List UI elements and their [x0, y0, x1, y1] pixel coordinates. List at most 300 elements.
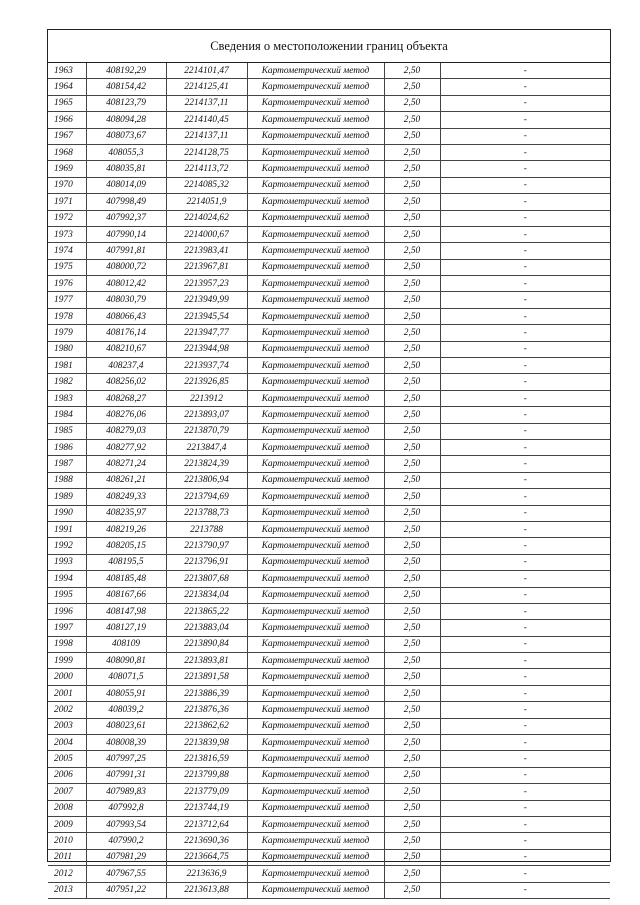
table-row — [48, 79, 610, 95]
method-cell: Картометрический метод — [247, 538, 384, 554]
y-coordinate-cell: 2213947,77 — [166, 325, 247, 341]
table-row — [48, 161, 610, 177]
point-number-cell: 1985 — [48, 423, 86, 439]
y-coordinate-cell: 2213893,81 — [166, 653, 247, 669]
method-cell: Картометрический метод — [247, 407, 384, 423]
point-number-cell: 1994 — [48, 571, 86, 587]
x-coordinate-cell: 408176,14 — [86, 325, 166, 341]
y-coordinate-cell: 2213865,22 — [166, 603, 247, 619]
y-coordinate-cell: 2213876,36 — [166, 702, 247, 718]
table-row — [48, 374, 610, 390]
point-number-cell: 2001 — [48, 685, 86, 701]
table-row — [48, 620, 610, 636]
y-coordinate-cell: 2213790,97 — [166, 538, 247, 554]
y-coordinate-cell: 2213893,07 — [166, 407, 247, 423]
accuracy-cell: 2,50 — [384, 194, 440, 210]
point-number-cell: 1981 — [48, 358, 86, 374]
y-coordinate-cell: 2213912 — [166, 390, 247, 406]
description-cell: - — [440, 341, 610, 357]
point-number-cell: 1988 — [48, 472, 86, 488]
method-cell: Картометрический метод — [247, 620, 384, 636]
description-cell: - — [440, 472, 610, 488]
accuracy-cell: 2,50 — [384, 816, 440, 832]
x-coordinate-cell: 408147,98 — [86, 603, 166, 619]
point-number-cell: 2005 — [48, 751, 86, 767]
point-number-cell: 1967 — [48, 128, 86, 144]
description-cell: - — [440, 751, 610, 767]
description-cell: - — [440, 243, 610, 259]
table-row — [48, 800, 610, 816]
y-coordinate-cell: 2213891,58 — [166, 669, 247, 685]
method-cell: Картометрический метод — [247, 472, 384, 488]
x-coordinate-cell: 408055,3 — [86, 144, 166, 160]
table-row — [48, 702, 610, 718]
x-coordinate-cell: 408277,92 — [86, 439, 166, 455]
accuracy-cell: 2,50 — [384, 325, 440, 341]
table-row — [48, 276, 610, 292]
table-row — [48, 407, 610, 423]
point-number-cell: 1965 — [48, 95, 86, 111]
y-coordinate-cell: 2213926,85 — [166, 374, 247, 390]
x-coordinate-cell: 408167,66 — [86, 587, 166, 603]
accuracy-cell: 2,50 — [384, 226, 440, 242]
x-coordinate-cell: 408268,27 — [86, 390, 166, 406]
y-coordinate-cell: 2214051,9 — [166, 194, 247, 210]
y-coordinate-cell: 2213779,09 — [166, 784, 247, 800]
table-row — [48, 849, 610, 865]
y-coordinate-cell: 2213944,98 — [166, 341, 247, 357]
point-number-cell: 1969 — [48, 161, 86, 177]
accuracy-cell: 2,50 — [384, 456, 440, 472]
method-cell: Картометрический метод — [247, 554, 384, 570]
method-cell: Картометрический метод — [247, 735, 384, 751]
method-cell: Картометрический метод — [247, 456, 384, 472]
y-coordinate-cell: 2213890,84 — [166, 636, 247, 652]
y-coordinate-cell: 2213796,91 — [166, 554, 247, 570]
method-cell: Картометрический метод — [247, 259, 384, 275]
x-coordinate-cell: 408249,33 — [86, 489, 166, 505]
y-coordinate-cell: 2213862,62 — [166, 718, 247, 734]
coordinates-table-body — [48, 63, 610, 898]
y-coordinate-cell: 2213957,23 — [166, 276, 247, 292]
x-coordinate-cell: 408256,02 — [86, 374, 166, 390]
point-number-cell: 2009 — [48, 816, 86, 832]
description-cell: - — [440, 161, 610, 177]
method-cell: Картометрический метод — [247, 439, 384, 455]
accuracy-cell: 2,50 — [384, 161, 440, 177]
x-coordinate-cell: 407991,31 — [86, 767, 166, 783]
method-cell: Картометрический метод — [247, 882, 384, 898]
description-cell: - — [440, 374, 610, 390]
description-cell: - — [440, 718, 610, 734]
x-coordinate-cell: 408210,67 — [86, 341, 166, 357]
point-number-cell: 2011 — [48, 849, 86, 865]
accuracy-cell: 2,50 — [384, 95, 440, 111]
method-cell: Картометрический метод — [247, 243, 384, 259]
table-row — [48, 144, 610, 160]
point-number-cell: 1979 — [48, 325, 86, 341]
accuracy-cell: 2,50 — [384, 735, 440, 751]
point-number-cell: 1996 — [48, 603, 86, 619]
table-row — [48, 521, 610, 537]
y-coordinate-cell: 2214140,45 — [166, 112, 247, 128]
table-row — [48, 489, 610, 505]
description-cell: - — [440, 653, 610, 669]
y-coordinate-cell: 2213983,41 — [166, 243, 247, 259]
method-cell: Картометрический метод — [247, 587, 384, 603]
table-row — [48, 767, 610, 783]
point-number-cell: 1983 — [48, 390, 86, 406]
method-cell: Картометрический метод — [247, 79, 384, 95]
description-cell: - — [440, 505, 610, 521]
table-row — [48, 653, 610, 669]
method-cell: Картометрический метод — [247, 751, 384, 767]
description-cell: - — [440, 439, 610, 455]
description-cell: - — [440, 128, 610, 144]
accuracy-cell: 2,50 — [384, 554, 440, 570]
table-row — [48, 669, 610, 685]
x-coordinate-cell: 408271,24 — [86, 456, 166, 472]
point-number-cell: 1986 — [48, 439, 86, 455]
accuracy-cell: 2,50 — [384, 571, 440, 587]
description-cell: - — [440, 571, 610, 587]
method-cell: Картометрический метод — [247, 571, 384, 587]
point-number-cell: 1989 — [48, 489, 86, 505]
method-cell: Картометрический метод — [247, 521, 384, 537]
table-row — [48, 816, 610, 832]
description-cell: - — [440, 390, 610, 406]
method-cell: Картометрический метод — [247, 210, 384, 226]
y-coordinate-cell: 2213945,54 — [166, 308, 247, 324]
description-cell: - — [440, 358, 610, 374]
table-row — [48, 210, 610, 226]
table-row — [48, 472, 610, 488]
boundary-table-frame — [47, 29, 611, 896]
y-coordinate-cell: 2213788,73 — [166, 505, 247, 521]
x-coordinate-cell: 408090,81 — [86, 653, 166, 669]
table-row — [48, 95, 610, 111]
accuracy-cell: 2,50 — [384, 800, 440, 816]
x-coordinate-cell: 407992,8 — [86, 800, 166, 816]
description-cell: - — [440, 259, 610, 275]
method-cell: Картометрический метод — [247, 767, 384, 783]
point-number-cell: 2012 — [48, 866, 86, 882]
point-number-cell: 1977 — [48, 292, 86, 308]
method-cell: Картометрический метод — [247, 177, 384, 193]
point-number-cell: 1968 — [48, 144, 86, 160]
accuracy-cell: 2,50 — [384, 767, 440, 783]
y-coordinate-cell: 2213712,64 — [166, 816, 247, 832]
table-row — [48, 587, 610, 603]
method-cell: Картометрический метод — [247, 866, 384, 882]
x-coordinate-cell: 408205,15 — [86, 538, 166, 554]
y-coordinate-cell: 2214024,62 — [166, 210, 247, 226]
description-cell: - — [440, 456, 610, 472]
accuracy-cell: 2,50 — [384, 472, 440, 488]
method-cell: Картометрический метод — [247, 603, 384, 619]
point-number-cell: 2006 — [48, 767, 86, 783]
description-cell: - — [440, 63, 610, 79]
table-row — [48, 784, 610, 800]
method-cell: Картометрический метод — [247, 194, 384, 210]
accuracy-cell: 2,50 — [384, 341, 440, 357]
y-coordinate-cell: 2213949,99 — [166, 292, 247, 308]
table-row — [48, 456, 610, 472]
method-cell: Картометрический метод — [247, 292, 384, 308]
description-cell: - — [440, 587, 610, 603]
description-cell: - — [440, 636, 610, 652]
point-number-cell: 2008 — [48, 800, 86, 816]
x-coordinate-cell: 407989,83 — [86, 784, 166, 800]
method-cell: Картометрический метод — [247, 112, 384, 128]
x-coordinate-cell: 408154,42 — [86, 79, 166, 95]
point-number-cell: 2000 — [48, 669, 86, 685]
table-row — [48, 505, 610, 521]
y-coordinate-cell: 2213799,88 — [166, 767, 247, 783]
y-coordinate-cell: 2213816,59 — [166, 751, 247, 767]
table-row — [48, 685, 610, 701]
table-row — [48, 866, 610, 882]
x-coordinate-cell: 407992,37 — [86, 210, 166, 226]
method-cell: Картометрический метод — [247, 505, 384, 521]
description-cell: - — [440, 538, 610, 554]
y-coordinate-cell: 2213839,98 — [166, 735, 247, 751]
accuracy-cell: 2,50 — [384, 833, 440, 849]
description-cell: - — [440, 407, 610, 423]
accuracy-cell: 2,50 — [384, 128, 440, 144]
y-coordinate-cell: 2213806,94 — [166, 472, 247, 488]
method-cell: Картометрический метод — [247, 390, 384, 406]
y-coordinate-cell: 2213883,04 — [166, 620, 247, 636]
x-coordinate-cell: 408023,61 — [86, 718, 166, 734]
point-number-cell: 1999 — [48, 653, 86, 669]
accuracy-cell: 2,50 — [384, 702, 440, 718]
x-coordinate-cell: 407998,49 — [86, 194, 166, 210]
description-cell: - — [440, 866, 610, 882]
table-row — [48, 177, 610, 193]
table-row — [48, 554, 610, 570]
method-cell: Картометрический метод — [247, 144, 384, 160]
description-cell: - — [440, 702, 610, 718]
accuracy-cell: 2,50 — [384, 210, 440, 226]
accuracy-cell: 2,50 — [384, 243, 440, 259]
method-cell: Картометрический метод — [247, 325, 384, 341]
method-cell: Картометрический метод — [247, 308, 384, 324]
coordinates-table — [48, 63, 610, 899]
point-number-cell: 1991 — [48, 521, 86, 537]
accuracy-cell: 2,50 — [384, 587, 440, 603]
accuracy-cell: 2,50 — [384, 751, 440, 767]
accuracy-cell: 2,50 — [384, 866, 440, 882]
accuracy-cell: 2,50 — [384, 439, 440, 455]
method-cell: Картометрический метод — [247, 816, 384, 832]
y-coordinate-cell: 2214125,41 — [166, 79, 247, 95]
table-row — [48, 112, 610, 128]
point-number-cell: 2003 — [48, 718, 86, 734]
y-coordinate-cell: 2213886,39 — [166, 685, 247, 701]
point-number-cell: 2013 — [48, 882, 86, 898]
x-coordinate-cell: 408014,09 — [86, 177, 166, 193]
method-cell: Картометрический метод — [247, 653, 384, 669]
point-number-cell: 1995 — [48, 587, 86, 603]
accuracy-cell: 2,50 — [384, 374, 440, 390]
description-cell: - — [440, 784, 610, 800]
table-row — [48, 259, 610, 275]
point-number-cell: 1975 — [48, 259, 86, 275]
x-coordinate-cell: 407990,14 — [86, 226, 166, 242]
point-number-cell: 1970 — [48, 177, 86, 193]
description-cell: - — [440, 423, 610, 439]
table-row — [48, 128, 610, 144]
method-cell: Картометрический метод — [247, 358, 384, 374]
point-number-cell: 1998 — [48, 636, 86, 652]
point-number-cell: 1974 — [48, 243, 86, 259]
accuracy-cell: 2,50 — [384, 63, 440, 79]
accuracy-cell: 2,50 — [384, 636, 440, 652]
x-coordinate-cell: 408071,5 — [86, 669, 166, 685]
x-coordinate-cell: 407997,25 — [86, 751, 166, 767]
x-coordinate-cell: 408261,21 — [86, 472, 166, 488]
method-cell: Картометрический метод — [247, 489, 384, 505]
x-coordinate-cell: 408066,43 — [86, 308, 166, 324]
x-coordinate-cell: 408192,29 — [86, 63, 166, 79]
method-cell: Картометрический метод — [247, 128, 384, 144]
table-row — [48, 751, 610, 767]
y-coordinate-cell: 2214137,11 — [166, 95, 247, 111]
description-cell: - — [440, 620, 610, 636]
accuracy-cell: 2,50 — [384, 603, 440, 619]
method-cell: Картометрический метод — [247, 685, 384, 701]
x-coordinate-cell: 408109 — [86, 636, 166, 652]
x-coordinate-cell: 407991,81 — [86, 243, 166, 259]
x-coordinate-cell: 408195,5 — [86, 554, 166, 570]
description-cell: - — [440, 767, 610, 783]
description-cell: - — [440, 79, 610, 95]
y-coordinate-cell: 2213794,69 — [166, 489, 247, 505]
accuracy-cell: 2,50 — [384, 620, 440, 636]
x-coordinate-cell: 408073,67 — [86, 128, 166, 144]
accuracy-cell: 2,50 — [384, 718, 440, 734]
table-row — [48, 603, 610, 619]
accuracy-cell: 2,50 — [384, 177, 440, 193]
description-cell: - — [440, 226, 610, 242]
accuracy-cell: 2,50 — [384, 784, 440, 800]
point-number-cell: 1992 — [48, 538, 86, 554]
description-cell: - — [440, 685, 610, 701]
table-row — [48, 390, 610, 406]
description-cell: - — [440, 177, 610, 193]
y-coordinate-cell: 2213937,74 — [166, 358, 247, 374]
table-row — [48, 735, 610, 751]
y-coordinate-cell: 2214113,72 — [166, 161, 247, 177]
y-coordinate-cell: 2213847,4 — [166, 439, 247, 455]
table-row — [48, 325, 610, 341]
point-number-cell: 2002 — [48, 702, 86, 718]
description-cell: - — [440, 276, 610, 292]
accuracy-cell: 2,50 — [384, 259, 440, 275]
method-cell: Картометрический метод — [247, 276, 384, 292]
method-cell: Картометрический метод — [247, 226, 384, 242]
table-row — [48, 423, 610, 439]
accuracy-cell: 2,50 — [384, 112, 440, 128]
x-coordinate-cell: 408219,26 — [86, 521, 166, 537]
method-cell: Картометрический метод — [247, 784, 384, 800]
y-coordinate-cell: 2213824,39 — [166, 456, 247, 472]
method-cell: Картометрический метод — [247, 849, 384, 865]
y-coordinate-cell: 2213834,04 — [166, 587, 247, 603]
description-cell: - — [440, 882, 610, 898]
table-row — [48, 341, 610, 357]
y-coordinate-cell: 2213788 — [166, 521, 247, 537]
point-number-cell: 1982 — [48, 374, 86, 390]
method-cell: Картометрический метод — [247, 341, 384, 357]
x-coordinate-cell: 407981,29 — [86, 849, 166, 865]
x-coordinate-cell: 408030,79 — [86, 292, 166, 308]
x-coordinate-cell: 408237,4 — [86, 358, 166, 374]
method-cell: Картометрический метод — [247, 161, 384, 177]
method-cell: Картометрический метод — [247, 95, 384, 111]
point-number-cell: 1978 — [48, 308, 86, 324]
x-coordinate-cell: 408094,28 — [86, 112, 166, 128]
table-row — [48, 538, 610, 554]
accuracy-cell: 2,50 — [384, 308, 440, 324]
y-coordinate-cell: 2213807,68 — [166, 571, 247, 587]
table-row — [48, 63, 610, 79]
point-number-cell: 1997 — [48, 620, 86, 636]
y-coordinate-cell: 2214085,32 — [166, 177, 247, 193]
x-coordinate-cell: 408008,39 — [86, 735, 166, 751]
description-cell: - — [440, 489, 610, 505]
description-cell: - — [440, 210, 610, 226]
point-number-cell: 1980 — [48, 341, 86, 357]
table-title: Сведения о местоположении границ объекта — [48, 30, 610, 63]
accuracy-cell: 2,50 — [384, 538, 440, 554]
table-row — [48, 243, 610, 259]
table-row — [48, 292, 610, 308]
x-coordinate-cell: 408055,91 — [86, 685, 166, 701]
description-cell: - — [440, 95, 610, 111]
accuracy-cell: 2,50 — [384, 423, 440, 439]
accuracy-cell: 2,50 — [384, 669, 440, 685]
description-cell: - — [440, 669, 610, 685]
method-cell: Картометрический метод — [247, 800, 384, 816]
table-row — [48, 439, 610, 455]
x-coordinate-cell: 408127,19 — [86, 620, 166, 636]
x-coordinate-cell: 407990,2 — [86, 833, 166, 849]
point-number-cell: 1987 — [48, 456, 86, 472]
description-cell: - — [440, 603, 610, 619]
accuracy-cell: 2,50 — [384, 390, 440, 406]
description-cell: - — [440, 554, 610, 570]
x-coordinate-cell: 408039,2 — [86, 702, 166, 718]
description-cell: - — [440, 144, 610, 160]
point-number-cell: 2004 — [48, 735, 86, 751]
description-cell: - — [440, 849, 610, 865]
y-coordinate-cell: 2213744,19 — [166, 800, 247, 816]
table-row — [48, 833, 610, 849]
point-number-cell: 1971 — [48, 194, 86, 210]
accuracy-cell: 2,50 — [384, 276, 440, 292]
x-coordinate-cell: 407993,54 — [86, 816, 166, 832]
point-number-cell: 1976 — [48, 276, 86, 292]
point-number-cell: 1966 — [48, 112, 86, 128]
accuracy-cell: 2,50 — [384, 79, 440, 95]
y-coordinate-cell: 2213870,79 — [166, 423, 247, 439]
description-cell: - — [440, 194, 610, 210]
x-coordinate-cell: 408279,03 — [86, 423, 166, 439]
accuracy-cell: 2,50 — [384, 489, 440, 505]
y-coordinate-cell: 2214000,67 — [166, 226, 247, 242]
